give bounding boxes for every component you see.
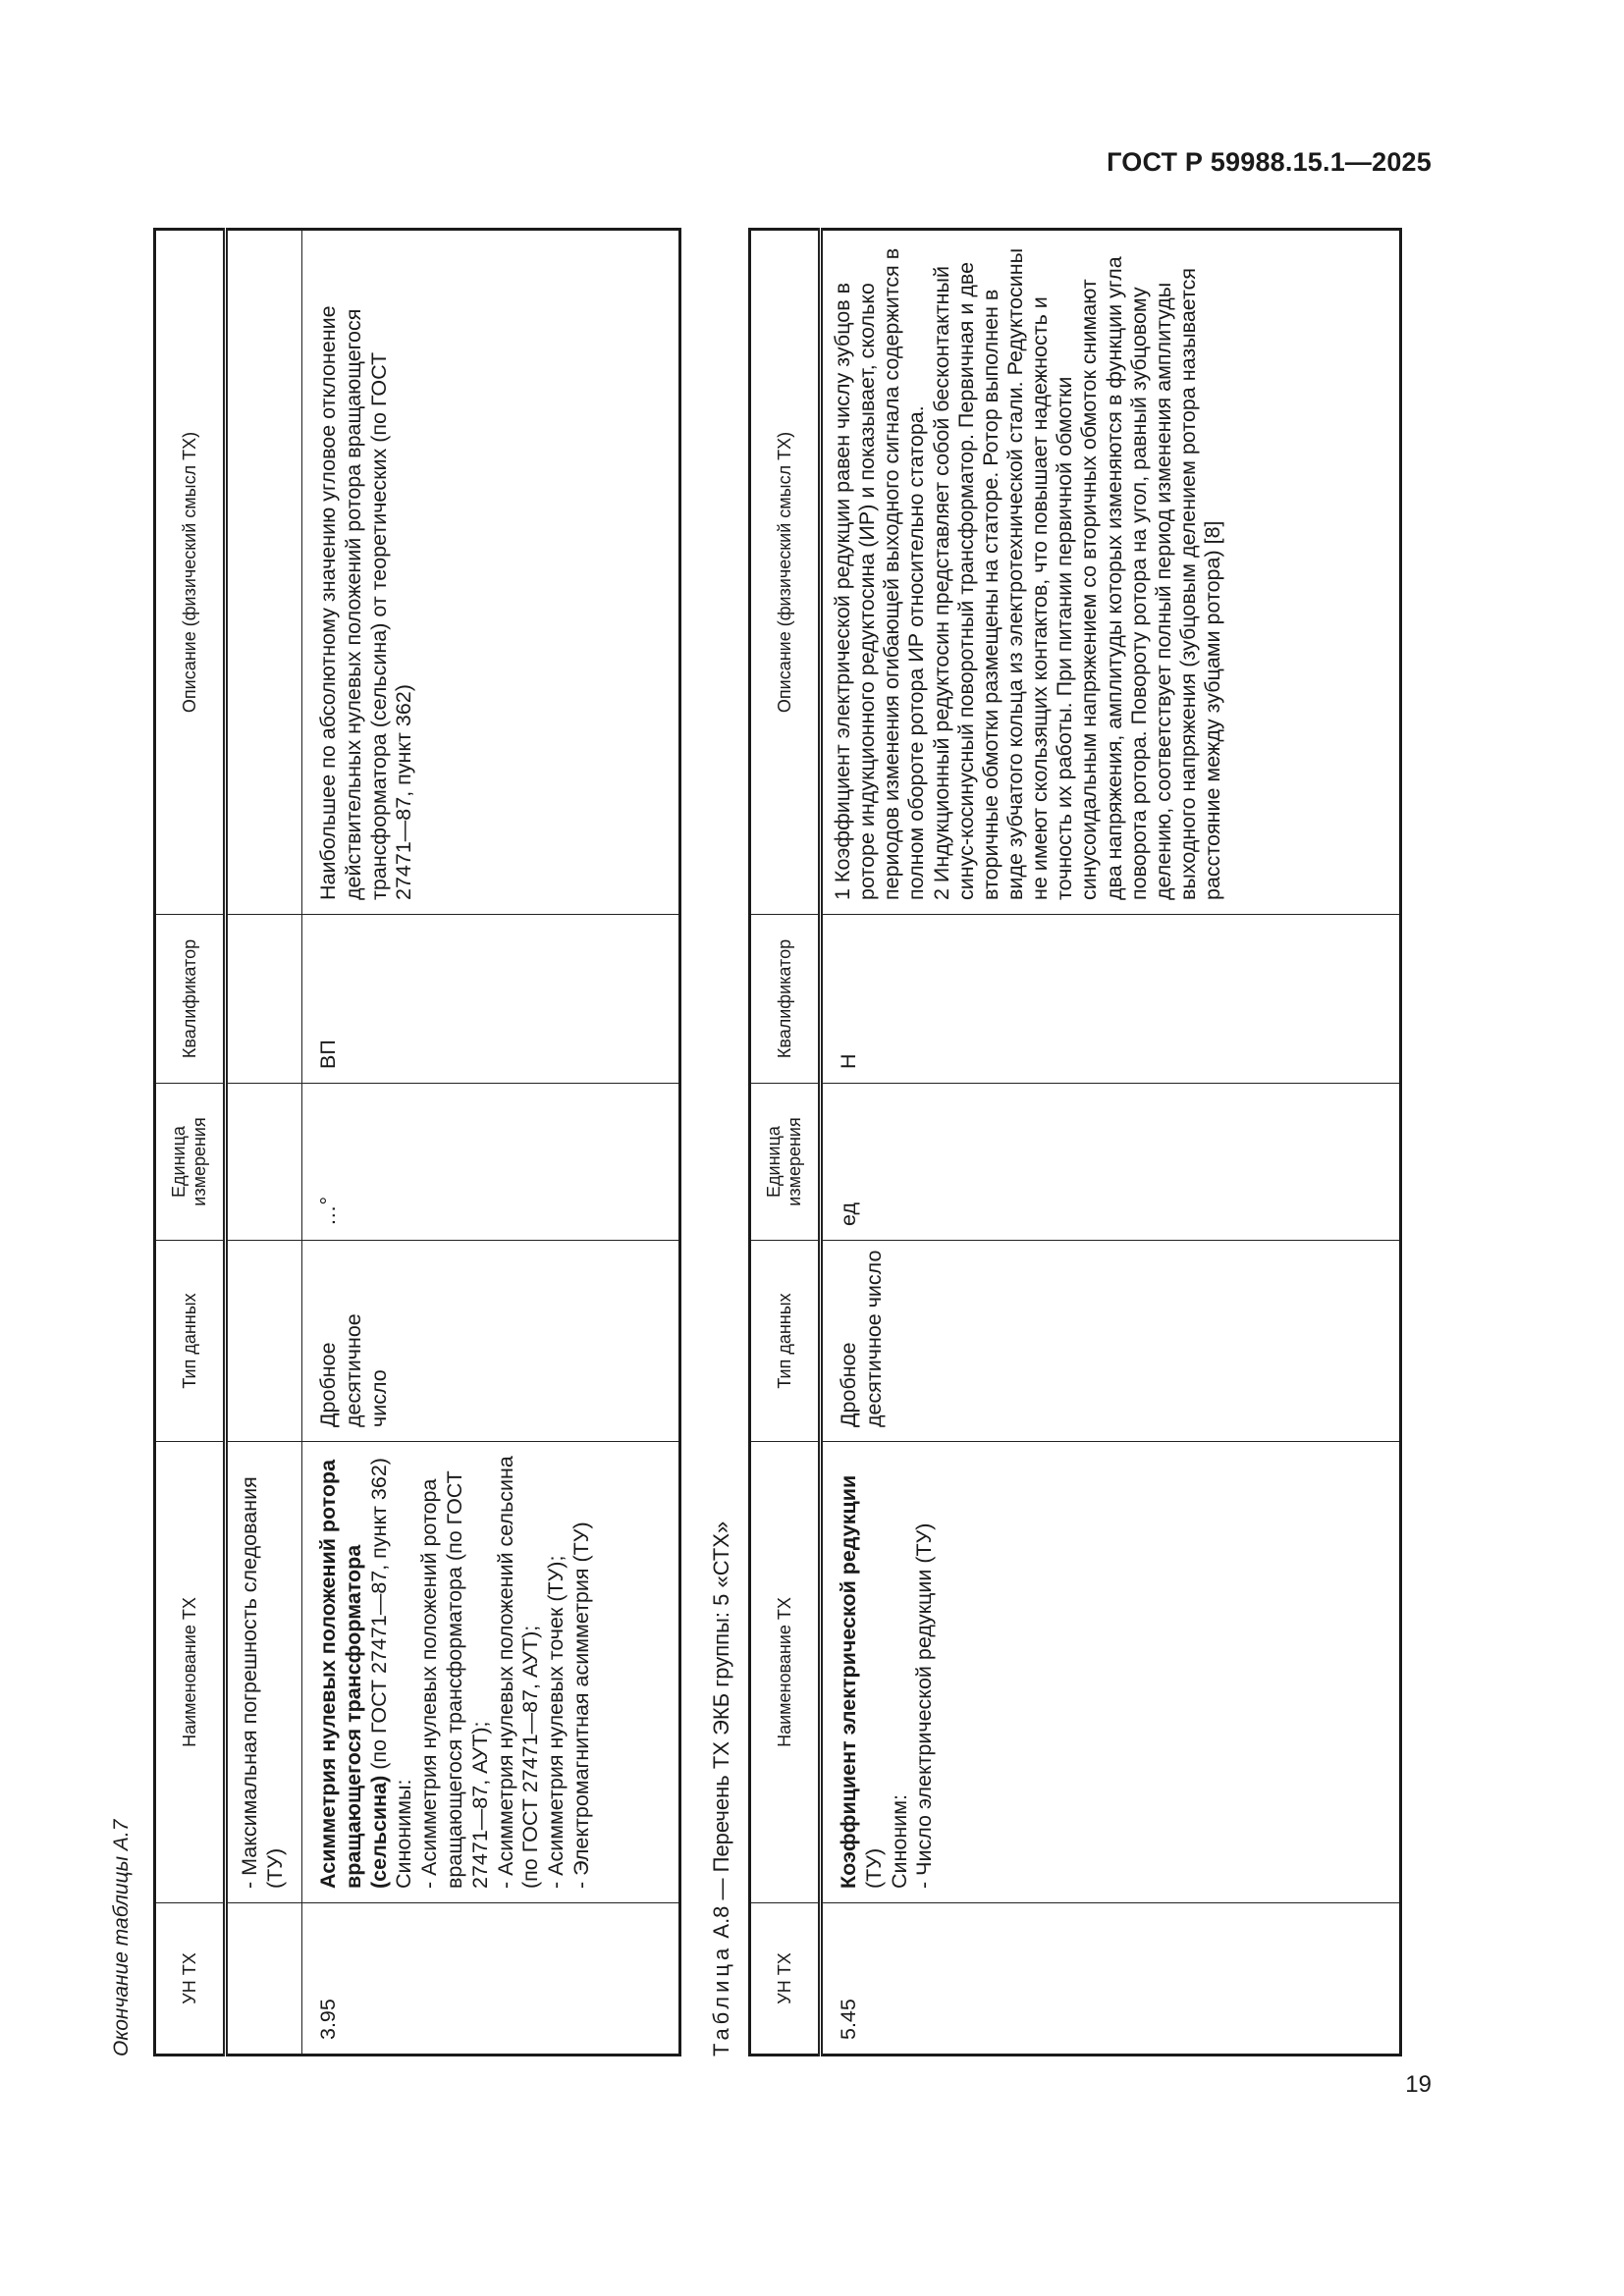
- tx-name-bold: Асимметрия нулевых положений ротора вращающегося трансформатора (сельсина): [316, 1459, 391, 1889]
- synonym-item: - Асимметрия нулевых положений сельсина (по ГОСТ 27471—87, АУТ);: [493, 1456, 543, 1889]
- col-header-unit: Единица измерения: [155, 1084, 226, 1241]
- col-header-description: Описание (физический смысл ТХ): [155, 230, 226, 915]
- cell-name: [821, 1442, 1401, 1903]
- description-paragraph: 2 Индукционный редуктосин представляет собой бесконтактный синус-косинусный поворотный трансформатор. Первичная и две вторичные обмотки размещены на статоре. Ротор выполнен в виде зубчатого кольца из электротехнической стали. Редуктосины не имеют скользящих контактов, что повышает надежность и точность их работы. При питании первичной обмотки синусоидальным напряжением со вторичных обмоток снимают два напряжения, амплитуды которых изменяются в функции угла поворота ротора. Повороту ротора на угол, равный зубцовому делению, соответствует полный период изменения амплитуды выходного напряжения (зубцовым делением ротора называется расстояние между зубцами ротора) [8]: [929, 247, 1225, 900]
- table-a7-caption: Окончание таблицы А.7: [110, 1819, 133, 2056]
- col-header-name: Наименование ТХ: [155, 1442, 226, 1903]
- col-header-unit: Единица измерения: [750, 1084, 821, 1241]
- synonyms-label: Синонимы:: [392, 1779, 416, 1889]
- col-header-type: Тип данных: [155, 1241, 226, 1442]
- page-number: 19: [1405, 2071, 1432, 2098]
- table-a8-caption: [709, 1369, 734, 2056]
- cell-unit: …°: [302, 1084, 680, 1241]
- tx-name-source: (ТУ): [861, 1847, 886, 1889]
- cell-name: - Максимальная погрешность следования (ТУ): [226, 1442, 302, 1903]
- caption-text: А.8 — Перечень ТХ ЭКБ группы: 5 «СТХ»: [709, 1521, 733, 1939]
- synonym-item: - Число электрической редукции (ТУ): [912, 1522, 937, 1889]
- cell-type: Дробное десятичное число: [302, 1241, 680, 1442]
- col-header-description: Описание (физический смысл ТХ): [750, 230, 821, 915]
- synonyms-label: Синоним:: [887, 1793, 911, 1889]
- col-header-qualifier: Квалификатор: [750, 915, 821, 1084]
- col-header-id: УН ТХ: [750, 1903, 821, 2056]
- description-paragraph: 1 Коэффициент электрической редукции равен числу зубцов в роторе индукционного редуктосина (ИР) и показывает, сколько периодов изменения огибающей выходного сигнала содержится в полном обороте ротора ИР относительно статора.: [831, 247, 929, 900]
- cell-unit: ед: [821, 1084, 1401, 1241]
- tx-name-source: (по ГОСТ 27471—87, пункт 362): [366, 1458, 391, 1770]
- cell-name: [302, 1442, 680, 1903]
- cell-description: [821, 230, 1401, 915]
- caption-label: Таблица: [709, 1944, 733, 2056]
- cell-qualifier: ВП: [302, 915, 680, 1084]
- col-header-id: УН ТХ: [155, 1903, 226, 2056]
- table-row: [226, 230, 302, 2056]
- col-header-qualifier: Квалификатор: [155, 915, 226, 1084]
- tx-name-bold: Коэффициент электрической редукции: [837, 1474, 860, 1889]
- cell-type: Дробное десятичное число: [821, 1241, 1401, 1442]
- table-a8-wrapper: [748, 228, 1402, 2056]
- cell-id: 3.95: [302, 1903, 680, 2056]
- table-a7: [153, 228, 681, 2056]
- table-a7-wrapper: [153, 228, 681, 2056]
- document-code: ГОСТ Р 59988.15.1—2025: [1107, 147, 1432, 177]
- table-row: [821, 230, 1401, 2056]
- table-a8: [748, 228, 1402, 2056]
- col-header-type: Тип данных: [750, 1241, 821, 1442]
- cell-id: 5.45: [821, 1903, 1401, 2056]
- col-header-name: Наименование ТХ: [750, 1442, 821, 1903]
- synonym-item: - Асимметрия нулевых положений ротора вращающегося трансформатора (по ГОСТ 27471—87, АУТ);: [417, 1470, 492, 1889]
- cell-description: Наибольшее по абсолютному значению угловое отклонение действительных нулевых положений ротора вращающегося трансформатора (сельсина) от теоретических (по ГОСТ 27471—87, пункт 362): [302, 230, 680, 915]
- synonym-item: - Асимметрия нулевых точек (ТУ);: [544, 1555, 568, 1889]
- table-row: [302, 230, 680, 2056]
- synonym-item: - Электромагнитная асимметрия (ТУ): [568, 1522, 593, 1889]
- cell-qualifier: Н: [821, 915, 1401, 1084]
